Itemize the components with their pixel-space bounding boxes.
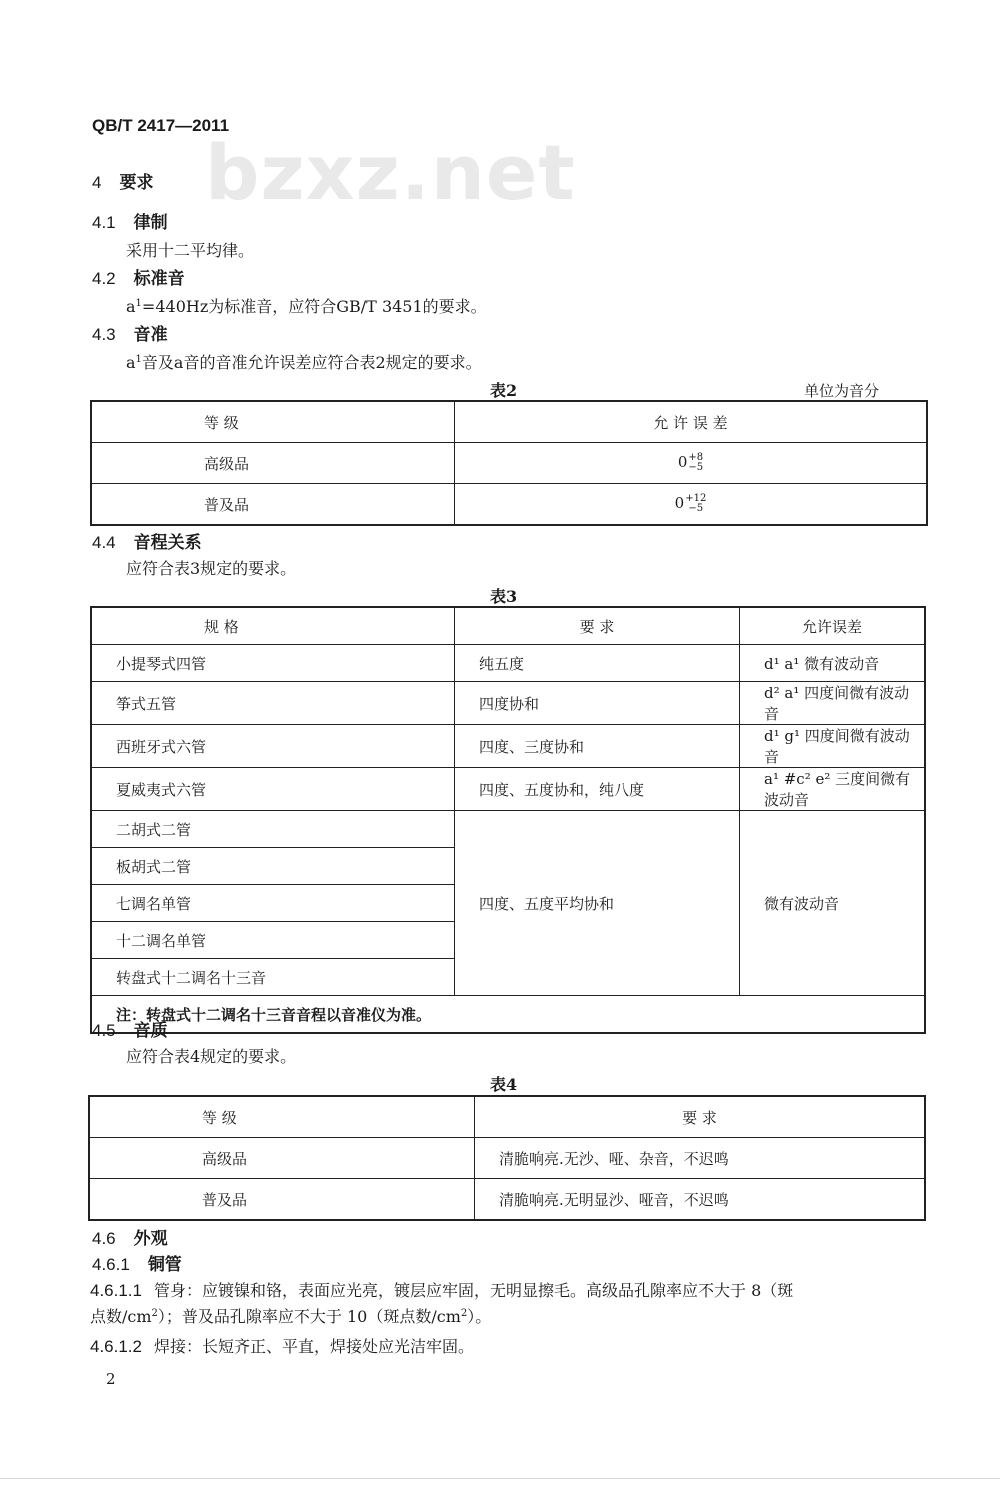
table-2 — [90, 400, 928, 526]
section-4-6-1-heading — [92, 1250, 182, 1275]
requirement-cell: 纯五度 — [455, 645, 740, 682]
page-bottom-edge — [0, 1478, 1000, 1479]
header-cell: 等 级 — [89, 1096, 475, 1138]
text-run: 点数/cm — [90, 1307, 152, 1326]
section-4-6-1-1-line2 — [90, 1304, 491, 1327]
table-row — [91, 811, 925, 848]
text-run: 管身：应镀镍和铬，表面应光亮，镀层应牢固，无明显擦毛。高级品孔隙率应不大于 8（斑 — [154, 1281, 794, 1300]
section-number: 4.6.1.1 — [90, 1281, 142, 1300]
section-4-3-heading — [92, 320, 168, 345]
section-4-1-heading — [92, 208, 168, 233]
section-4-4-heading — [92, 528, 202, 553]
superscript: 1 — [135, 298, 142, 309]
table-2-caption: 表2 — [490, 381, 518, 400]
text-run: ）。 — [467, 1307, 492, 1326]
table-row — [91, 645, 925, 682]
header-cell: 允许误差 — [740, 607, 926, 645]
section-number: 4.4 — [92, 533, 116, 552]
table-note: 注：转盘式十二调名十三音音程以音准仪为准。 — [91, 996, 925, 1034]
tolerance-upper: +8 — [688, 452, 704, 463]
section-4-1-body: 采用十二平均律。 — [126, 241, 255, 260]
tolerance-cell: d² a¹ 四度间微有波动音 — [740, 682, 926, 725]
text-run: 音及a音的音准允许误差应符合表2规定的要求。 — [141, 353, 482, 372]
spec-cell: 七调名单管 — [91, 885, 455, 922]
spec-cell: 西班牙式六管 — [91, 725, 455, 768]
section-4-6-1-2 — [90, 1334, 474, 1357]
tolerance-cell — [455, 443, 928, 484]
section-4-6-heading — [92, 1224, 168, 1249]
merged-tolerance-cell: 微有波动音 — [740, 811, 926, 996]
section-number: 4.1 — [92, 213, 116, 232]
section-title: 音程关系 — [133, 533, 202, 552]
requirement-cell: 清脆响亮.无沙、哑、杂音，不迟鸣 — [475, 1138, 926, 1179]
table-3 — [90, 606, 926, 1034]
section-number: 4.6 — [92, 1229, 116, 1248]
spec-cell: 夏威夷式六管 — [91, 768, 455, 811]
standard-code-header: QB/T 2417—2011 — [92, 116, 230, 135]
spec-cell: 二胡式二管 — [91, 811, 455, 848]
header-cell: 允 许 误 差 — [455, 401, 928, 443]
table-row — [91, 484, 927, 526]
superscript: 2 — [151, 1308, 158, 1319]
section-number: 4.6.1.2 — [90, 1337, 142, 1356]
section-title: 标准音 — [133, 269, 185, 288]
superscript: 2 — [460, 1308, 468, 1319]
table-row — [89, 1179, 925, 1221]
spec-cell: 筝式五管 — [91, 682, 455, 725]
section-number: 4.2 — [92, 269, 116, 288]
grade-cell: 普及品 — [89, 1179, 475, 1221]
tolerance-cell — [455, 484, 928, 526]
tolerance-lower: −5 — [688, 462, 704, 473]
table-row — [91, 443, 927, 484]
text-run: =440Hz为标准音，应符合GB/T 3451的要求。 — [141, 297, 487, 316]
table-row — [91, 682, 925, 725]
header-cell: 规 格 — [91, 607, 455, 645]
grade-cell: 高级品 — [89, 1138, 475, 1179]
tolerance-base: 0 — [674, 494, 685, 512]
watermark: bzxz.net — [205, 128, 576, 217]
table-4-caption: 表4 — [490, 1075, 518, 1094]
text-run: a — [126, 297, 136, 316]
section-title: 音质 — [133, 1021, 168, 1040]
table-row — [91, 725, 925, 768]
table-row — [91, 768, 925, 811]
requirement-cell: 四度协和 — [455, 682, 740, 725]
section-number: 4.6.1 — [92, 1255, 130, 1274]
table-2-unit: 单位为音分 — [804, 382, 880, 400]
text-run: ）；普及品孔隙率应不大于 10（斑点数/cm — [157, 1307, 461, 1326]
page-number: 2 — [106, 1370, 116, 1388]
text-run: 焊接：长短齐正、平直，焊接处应光洁牢固。 — [154, 1337, 475, 1356]
tolerance-cell: a¹ #c² e² 三度间微有波动音 — [740, 768, 926, 811]
tolerance-cell: d¹ g¹ 四度间微有波动音 — [740, 725, 926, 768]
section-4-5-heading — [92, 1016, 168, 1041]
table-3-caption: 表3 — [490, 587, 518, 606]
section-title: 铜管 — [147, 1255, 182, 1274]
superscript: 1 — [135, 354, 142, 365]
section-title: 外观 — [133, 1229, 168, 1248]
table-header-row — [89, 1096, 925, 1138]
section-title: 律制 — [133, 213, 168, 232]
section-4-4-body: 应符合表3规定的要求。 — [126, 559, 297, 578]
header-cell: 要 求 — [455, 607, 740, 645]
text-run: a — [126, 353, 136, 372]
section-4-5-body: 应符合表4规定的要求。 — [126, 1047, 297, 1066]
requirement-cell: 清脆响亮.无明显沙、哑音，不迟鸣 — [475, 1179, 926, 1221]
section-number: 4 — [92, 173, 102, 192]
table-row — [89, 1138, 925, 1179]
tolerance-base: 0 — [677, 453, 688, 471]
requirement-cell: 四度、三度协和 — [455, 725, 740, 768]
table-header-row — [91, 607, 925, 645]
grade-cell: 普及品 — [91, 484, 455, 526]
table-note-row — [91, 996, 925, 1034]
header-cell: 等 级 — [91, 401, 455, 443]
section-number: 4.5 — [92, 1021, 116, 1040]
tolerance-cell: d¹ a¹ 微有波动音 — [740, 645, 926, 682]
section-4-2-heading — [92, 264, 185, 289]
tolerance-lower: −5 — [688, 503, 704, 514]
spec-cell: 小提琴式四管 — [91, 645, 455, 682]
table-header-row — [91, 401, 927, 443]
section-4-2-body — [126, 294, 487, 317]
tolerance-upper: +12 — [685, 493, 707, 504]
merged-requirement-cell: 四度、五度平均协和 — [455, 811, 740, 996]
grade-cell: 高级品 — [91, 443, 455, 484]
requirement-cell: 四度、五度协和，纯八度 — [455, 768, 740, 811]
section-number: 4.3 — [92, 325, 116, 344]
spec-cell: 十二调名单管 — [91, 922, 455, 959]
spec-cell: 转盘式十二调名十三音 — [91, 959, 455, 996]
table-4 — [88, 1095, 926, 1221]
section-4-6-1-1-line1 — [90, 1278, 793, 1301]
section-4-heading — [92, 168, 153, 193]
header-cell: 要 求 — [475, 1096, 926, 1138]
section-title: 要求 — [119, 173, 154, 192]
spec-cell: 板胡式二管 — [91, 848, 455, 885]
section-title: 音准 — [133, 325, 168, 344]
section-4-3-body — [126, 350, 482, 373]
